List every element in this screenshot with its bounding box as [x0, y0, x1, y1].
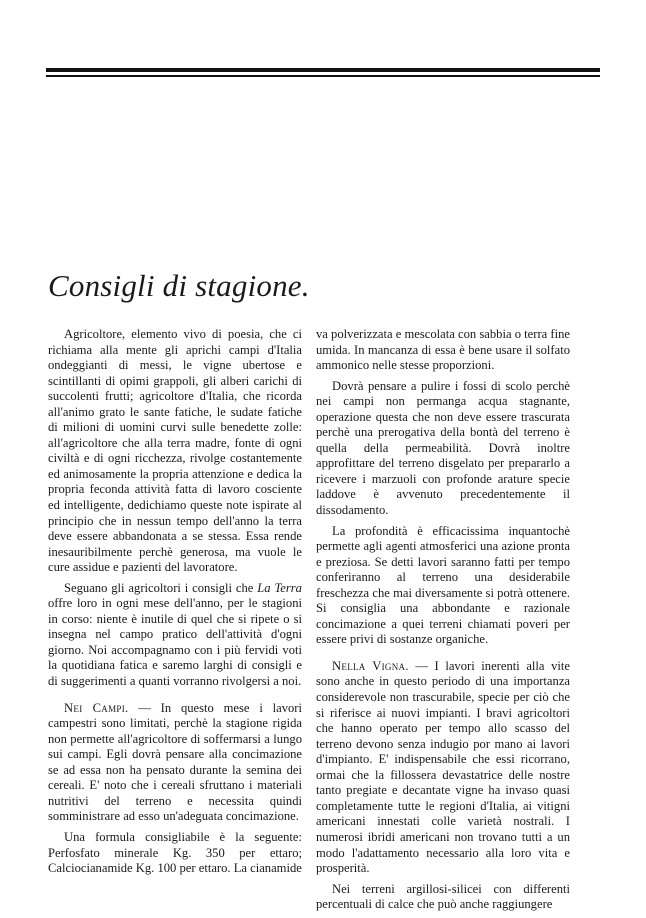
intro-paragraph: Agricoltore, elemento vivo di poesia, che ci richiama alla mente gli aprichi campi d'Italia ondeggianti di messi, le vigne ubertose e scintillanti di opimi grappoli, gli alberi carichi di succolenti frutti; agricoltore d'Italia, che ricorda all'animo grato le sante fatiche, le sudate fatiche di milioni di uomini curvi sulle benedette zolle: all'agricoltore che alla terra madre, fonte di ogni civiltà e di ogni ricchezza, rivolge costantemente ed animosamente la propria attenzione e dedica la propria feconda attività fatta di lavoro cosciente ed intelligente, dedichiamo queste note ispirate al principio che in nessun tempo dell'anno la terra deve essere abbandonata a se stessa. Essa rende inesauribilmente perchè generosa, ma vuole le cure assidue e pazienti del lavoratore.: [48, 327, 302, 575]
vineyard-section-text: — I lavori inerenti alla vite sono anche in questo periodo di una importanza considerevole non trascurabile, specie per ciò che si riferisce ai nuovi impianti. I bravi agricoltori che hanno operato per tempo allo scasso del terreno devono senza indugio por mano ai lavori d'impianto. E' indispensabile che essi ricorrano, ormai che la fillossera devastatrice delle nostre tanto pregiate e decantate vigne ha invaso quasi completamente tutte le regioni d'Italia, ai vitigni americani innestati colle varietà nostrali. I numerosi ibridi americani non trovano tutti a un modo l'adattamento necessario alla loro vita e prosperità.: [316, 658, 570, 876]
header-rule-thin: [46, 75, 600, 77]
advice-text-post: offre loro in ogni mese dell'anno, per le stagioni in corso: niente è inutile di quel che si ripete o si insegna nel campo pratico dell'attività d'ogni giorno. Noi accompagnamo con i più fervidi voti la quotidiana fatica e saremo larghi di consigli e di suggerimenti a quanti vorranno rivolgersi a noi.: [48, 596, 302, 689]
advice-text-pre: Seguano gli agricoltori i consigli che: [64, 580, 258, 595]
cianamide-paragraph: va polverizzata e mescolata con sabbia o terra fine umida. In mancanza di essa è bene usare il solfato ammonico nelle stesse proporzioni.: [316, 327, 570, 373]
journal-name: La Terra: [257, 580, 302, 595]
clay-soil-paragraph: Nei terreni argillosi-silicei con differenti percentuali di calce che può anche raggiungere: [316, 881, 570, 912]
left-column: [48, 327, 302, 882]
depth-paragraph: La profondità è efficacissima inquantochè permette agli agenti atmosferici una azione pronta e preziosa. Se detti lavori saranno fatti per tempo conferiranno al terreno una desiderabile freschezza che mai diversamente si potrà ottenere. Si consiglia una abbondante e razionale concimazione a quei terreni chiamati poveri per essere privi di sostanze organiche.: [316, 523, 570, 647]
vineyard-section-paragraph: [316, 659, 570, 877]
drainage-paragraph: Dovrà pensare a pulire i fossi di scolo perchè nei campi non permanga acqua stagnante, operazione questa che non deve essere trascurata perchè una prerogativa della bontà del terreno è quella della permeabilità. Dovrà inoltre approfittare del terreno disgelato per prepararlo a ricevere i marzuoli con profonde arature specie laddove è avvenuto precedentemente il dissodamento.: [316, 378, 570, 518]
vineyard-section-heading: Nella Vigna.: [332, 658, 409, 673]
fields-section-text: — In questo mese i lavori campestri sono limitati, perchè la stagione rigida non permette all'agricoltore di soffermarsi a lungo sui campi. Egli dovrà pensare alla concimazione se ad essa non ha pensato durante la semina dei cereali. E' noto che i cereali sfruttano i materiali nutritivi del terreno e necessita quindi somministrare ad esso un'adeguata concimazione.: [48, 700, 302, 824]
formula-paragraph: Una formula consigliabile è la seguente: Perfosfato minerale Kg. 350 per ettaro; Calciocianamide Kg. 100 per ettaro. La cianamide: [48, 829, 302, 876]
fields-section-heading: Nei Campi.: [64, 700, 129, 715]
fields-section-paragraph: [48, 701, 302, 825]
right-column: [316, 327, 570, 918]
header-rule-thick: [46, 68, 600, 72]
article-title: Consigli di stagione.: [48, 268, 310, 303]
advice-paragraph: [48, 581, 302, 690]
